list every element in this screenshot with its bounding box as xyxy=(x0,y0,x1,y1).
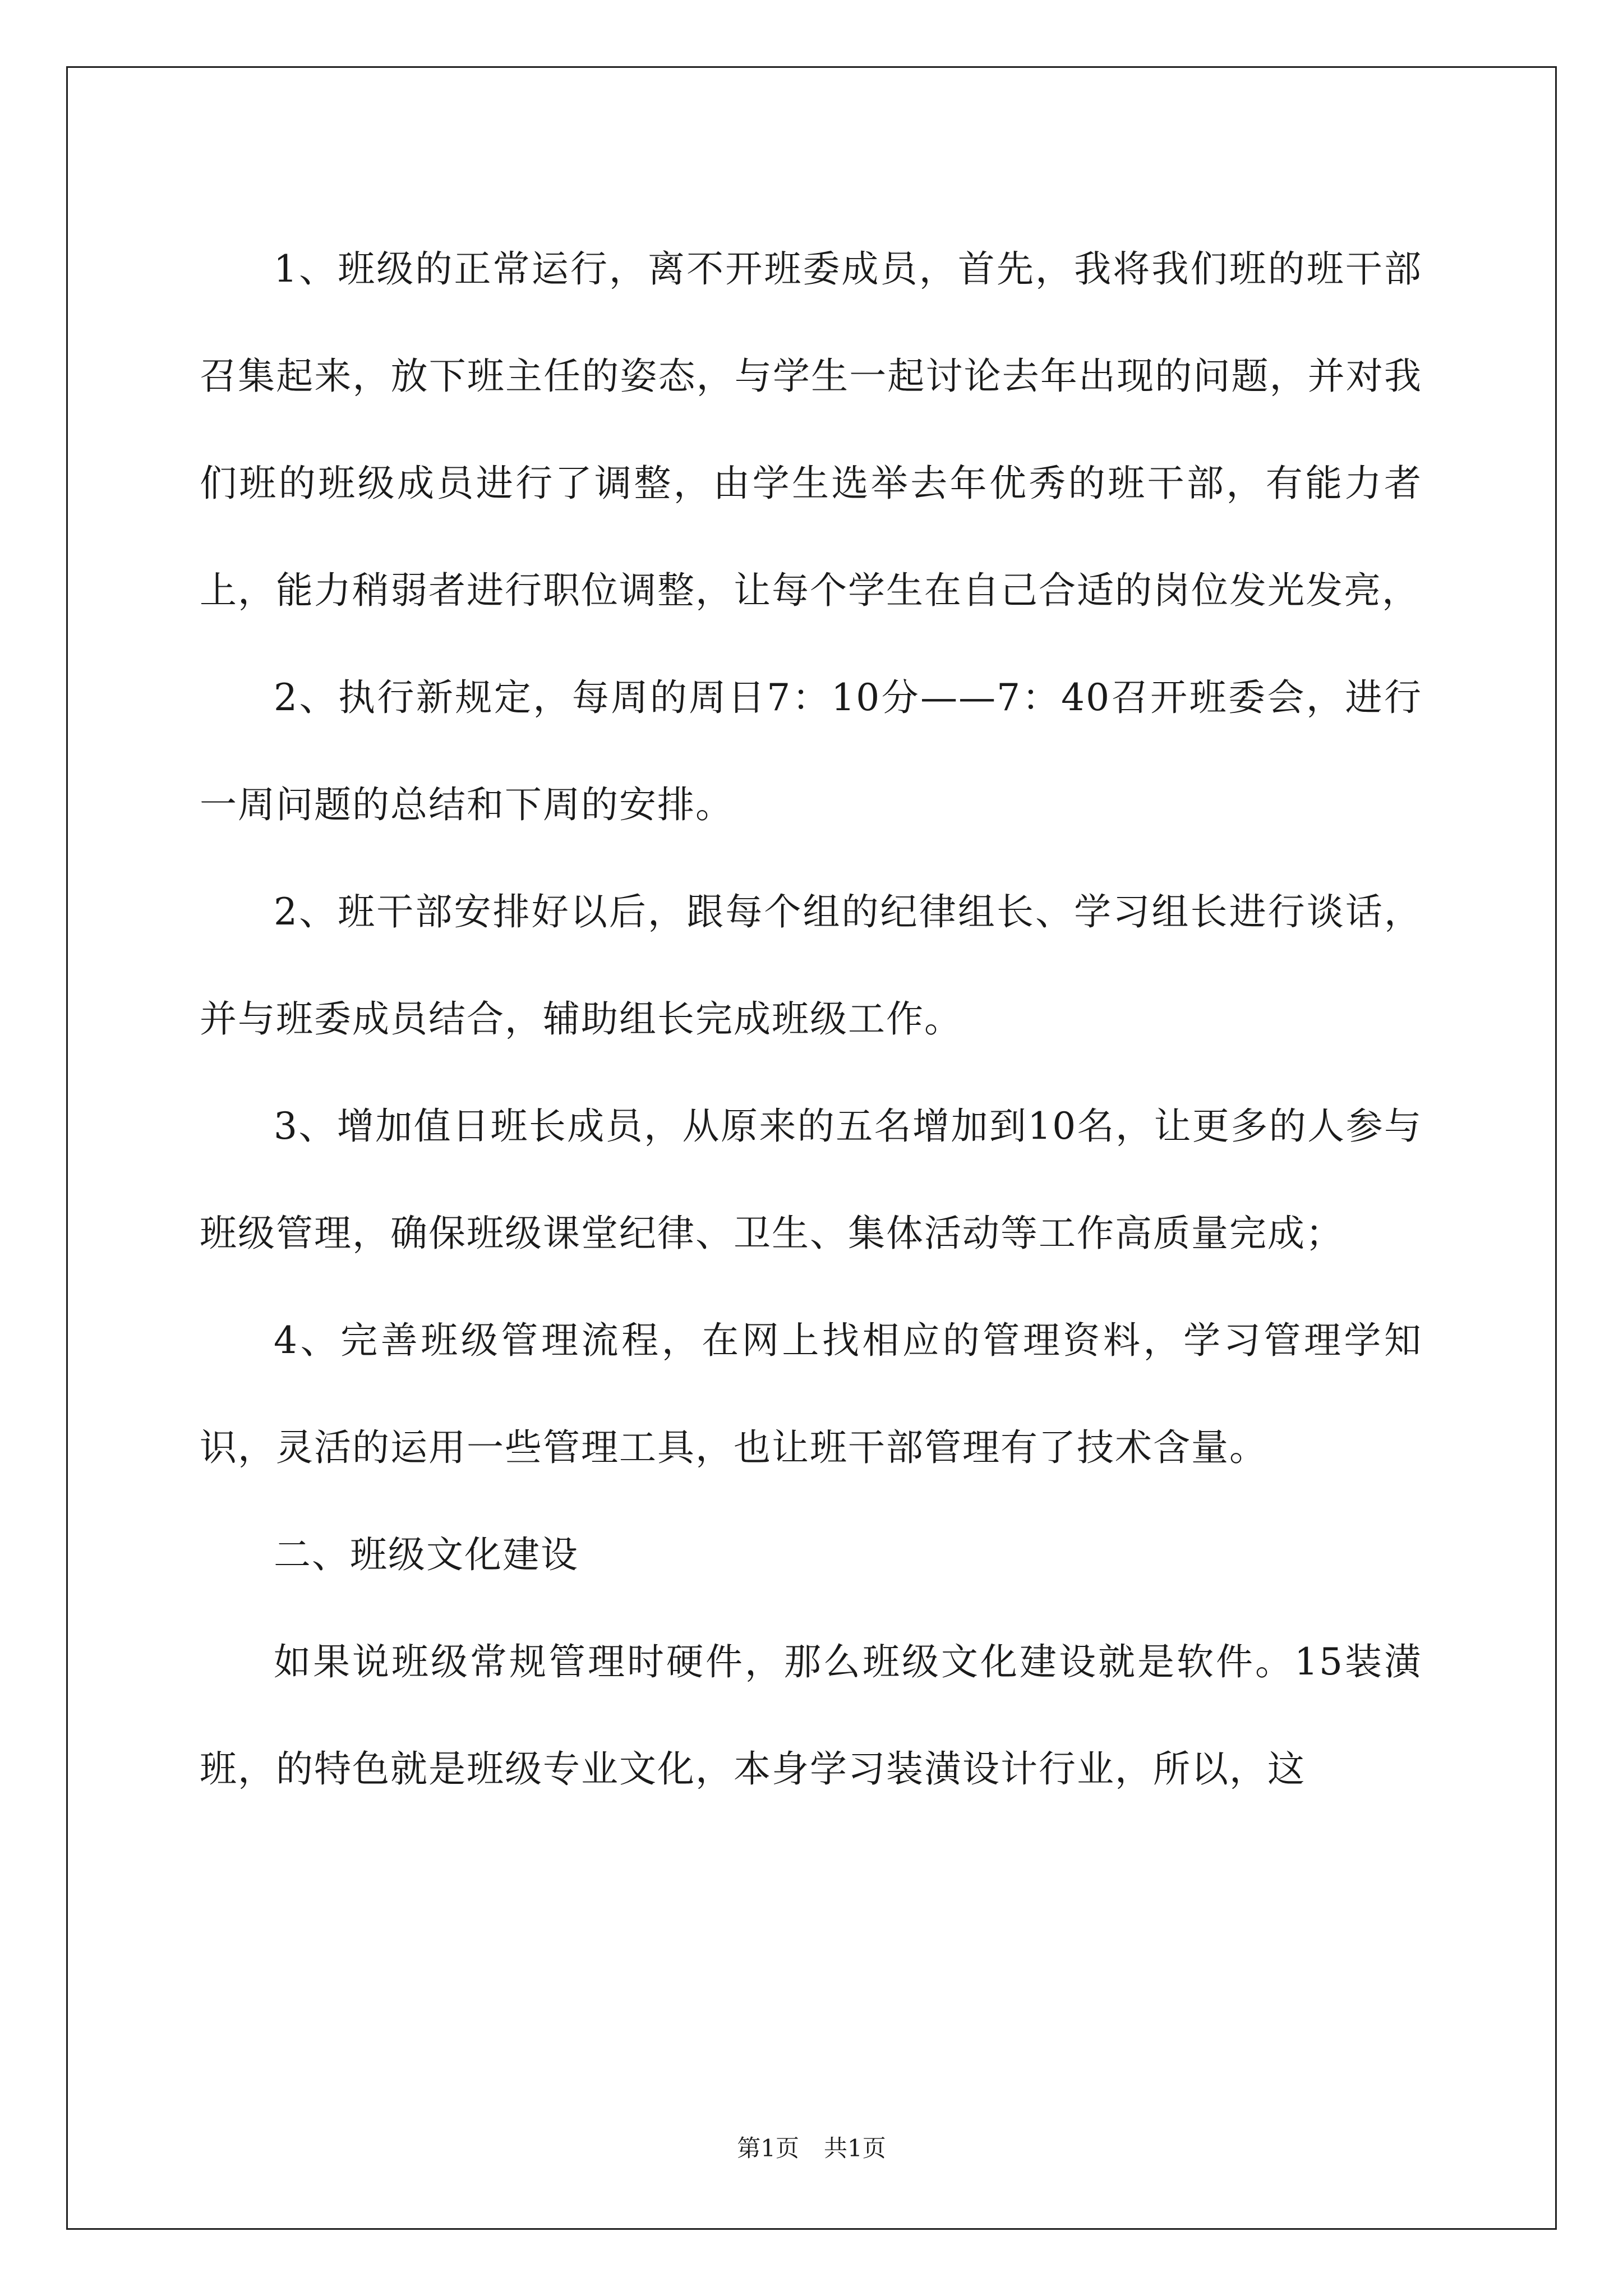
document-body xyxy=(200,215,1422,1823)
section-heading-class-culture: 二、班级文化建设 xyxy=(274,1533,579,1576)
paragraph-duty-monitors: 3、增加值日班长成员，从原来的五名增加到10名，让更多的人参与班级管理，确保班级课堂纪律、卫生、集体活动等工作高质量完成； xyxy=(200,1105,1422,1255)
paragraph-management-process: 4、完善班级管理流程，在网上找相应的管理资料，学习管理学知识，灵活的运用一些管理工具，也让班干部管理有了技术含量。 xyxy=(200,1319,1422,1469)
paragraph-class-committee: 1、班级的正常运行，离不开班委成员，首先，我将我们班的班干部召集起来，放下班主任的姿态，与学生一起讨论去年出现的问题，并对我们班的班级成员进行了调整，由学生选举去年优秀的班干部，有能力者上，能力稍弱者进行职位调整，让每个学生在自己合适的岗位发光发亮， xyxy=(200,247,1422,612)
page-total: 共1页 xyxy=(824,2134,886,2162)
paragraph-group-leaders: 2、班干部安排好以后，跟每个组的纪律组长、学习组长进行谈话，并与班委成员结合，辅助组长完成班级工作。 xyxy=(200,890,1422,1041)
page-footer xyxy=(0,2133,1623,2164)
paragraph-class-culture: 如果说班级常规管理时硬件，那么班级文化建设就是软件。15装潢班，的特色就是班级专业文化，本身学习装潢设计行业，所以，这 xyxy=(200,1640,1422,1791)
page-number: 第1页 xyxy=(737,2134,799,2162)
paragraph-new-rules: 2、执行新规定，每周的周日7：10分——7：40召开班委会，进行一周问题的总结和下周的安排。 xyxy=(200,676,1422,826)
